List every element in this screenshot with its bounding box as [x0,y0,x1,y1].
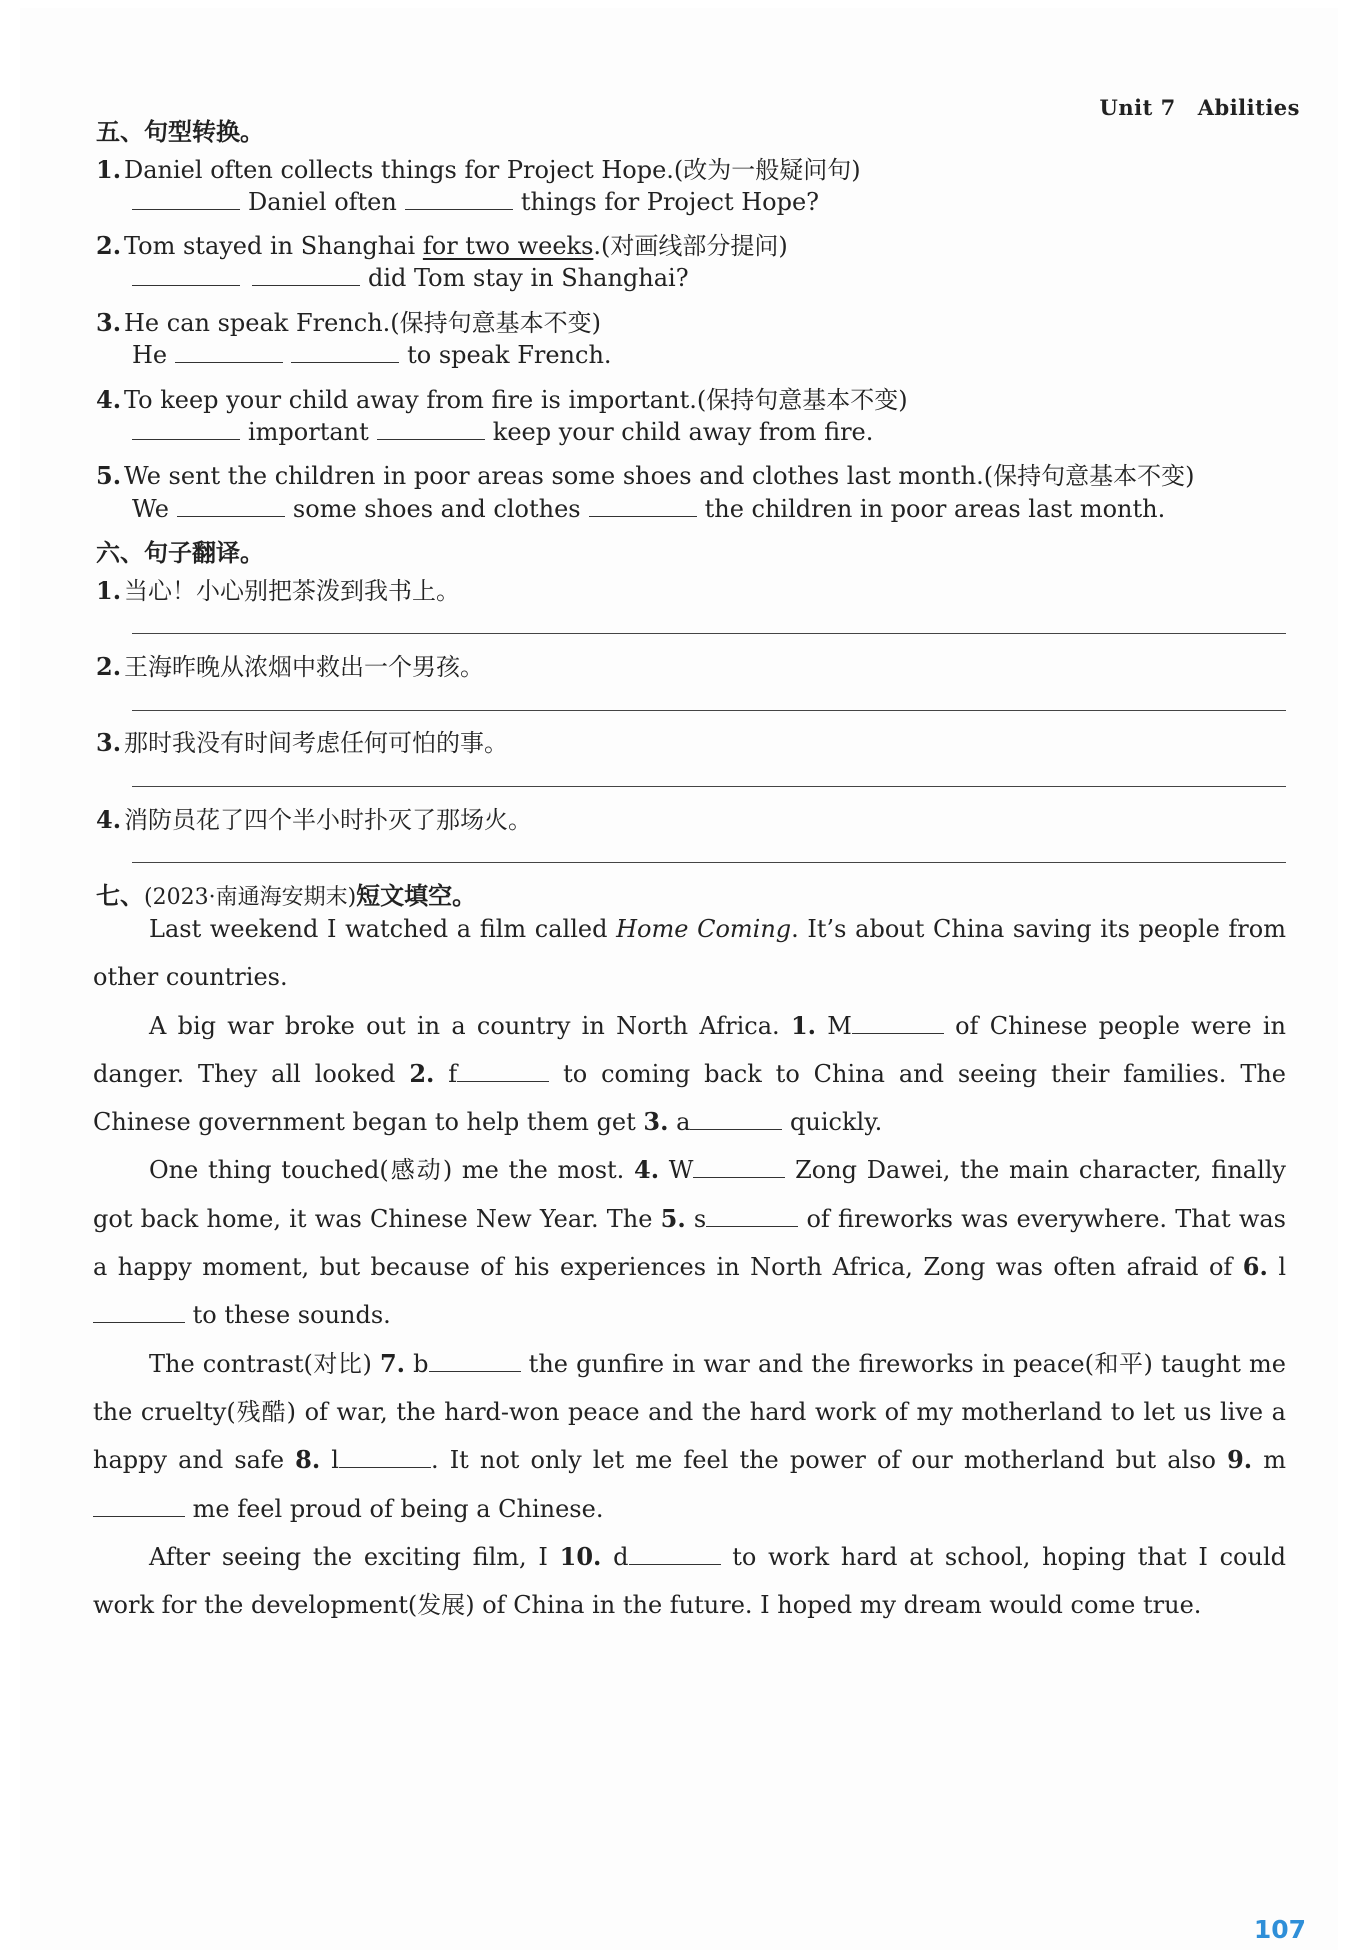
s6-q4: 4. 消防员花了四个半小时扑灭了那场火。 [96,805,532,834]
answer-blank[interactable] [132,208,240,210]
unit-title: Abilities [1197,95,1300,120]
s5-q4-answer: important keep your child away from fire. [132,418,873,446]
s5-q3: 3. He can speak French.(保持句意基本不变) [96,308,601,337]
answer-blank[interactable] [177,515,285,517]
answer-blank[interactable] [93,1515,185,1517]
answer-blank[interactable] [291,361,399,363]
s6-q2: 2. 王海昨晚从浓烟中救出一个男孩。 [96,652,484,681]
section5-heading: 五、句型转换。 [96,118,264,146]
answer-blank[interactable] [405,208,513,210]
passage-paragraph: The contrast(对比) 7. b the gunfire in war and the fireworks in peace(和平) taught me the cruelty(残酷) of war, the hard-won peace and the hard work of my motherland to let us live a happy and safe 8. l . It not only let me feel the power of our motherland but also 9. m me feel proud of being a Chinese. [93,1348,1286,1523]
s6-q3: 3. 那时我没有时间考虑任何可怕的事。 [96,728,508,757]
answer-blank[interactable] [589,515,697,517]
answer-blank[interactable] [93,1321,185,1323]
answer-blank[interactable] [629,1563,721,1565]
s5-q5: 5. We sent the children in poor areas some shoes and clothes last month.(保持句意基本不变) [96,461,1195,490]
s5-q2-answer: did Tom stay in Shanghai? [132,264,689,292]
page-number: 107 [1253,1915,1306,1944]
unit-label: Unit 7 [1099,95,1176,120]
answer-blank[interactable] [690,1128,782,1130]
passage-paragraph: After seeing the exciting film, I 10. d to work hard at school, hoping that I could work for the development(发展) of China in the future. I hoped my dream would come true. [93,1541,1286,1620]
section7-heading: 七、(2023·南通海安期末)短文填空。 [96,882,477,910]
s5-q2: 2. Tom stayed in Shanghai for two weeks.(对画线部分提问) [96,231,788,260]
answer-line[interactable] [132,633,1286,634]
answer-blank[interactable] [429,1370,521,1372]
s6-q1: 1. 当心！小心别把茶泼到我书上。 [96,576,460,605]
answer-blank[interactable] [693,1176,785,1178]
answer-blank[interactable] [706,1225,798,1227]
cloze-passage [93,905,1286,1629]
passage-paragraph: Last weekend I watched a film called Home Coming. It’s about China saving its people from other countries. [93,915,1286,992]
answer-blank[interactable] [457,1080,549,1082]
passage-paragraph: A big war broke out in a country in North Africa. 1. M of Chinese people were in danger. They all looked 2. f to coming back to China and seeing their families. The Chinese government began to help them get 3. a quickly. [93,1010,1286,1137]
s5-q4: 4. To keep your child away from fire is important.(保持句意基本不变) [96,385,908,414]
s5-q5-answer: We some shoes and clothes the children in poor areas last month. [132,495,1166,523]
section6-heading: 六、句子翻译。 [96,539,264,567]
answer-blank[interactable] [252,284,360,286]
s5-q1-answer: Daniel often things for Project Hope? [132,188,819,216]
answer-blank[interactable] [852,1032,944,1034]
answer-blank[interactable] [132,438,240,440]
answer-blank[interactable] [132,284,240,286]
answer-line[interactable] [132,862,1286,863]
answer-blank[interactable] [377,438,485,440]
s5-q3-answer: He to speak French. [132,341,612,369]
page-header [1100,95,1300,120]
answer-blank[interactable] [175,361,283,363]
s5-q1: 1. Daniel often collects things for Project Hope.(改为一般疑问句) [96,155,861,184]
answer-blank[interactable] [339,1466,431,1468]
answer-line[interactable] [132,710,1286,711]
passage-paragraph: One thing touched(感动) me the most. 4. W Zong Dawei, the main character, finally got back home, it was Chinese New Year. The 5. s of fireworks was everywhere. That was a happy moment, but because of his experiences in North Africa, Zong was often afraid of 6. l to these sounds. [93,1155,1286,1330]
answer-line[interactable] [132,786,1286,787]
